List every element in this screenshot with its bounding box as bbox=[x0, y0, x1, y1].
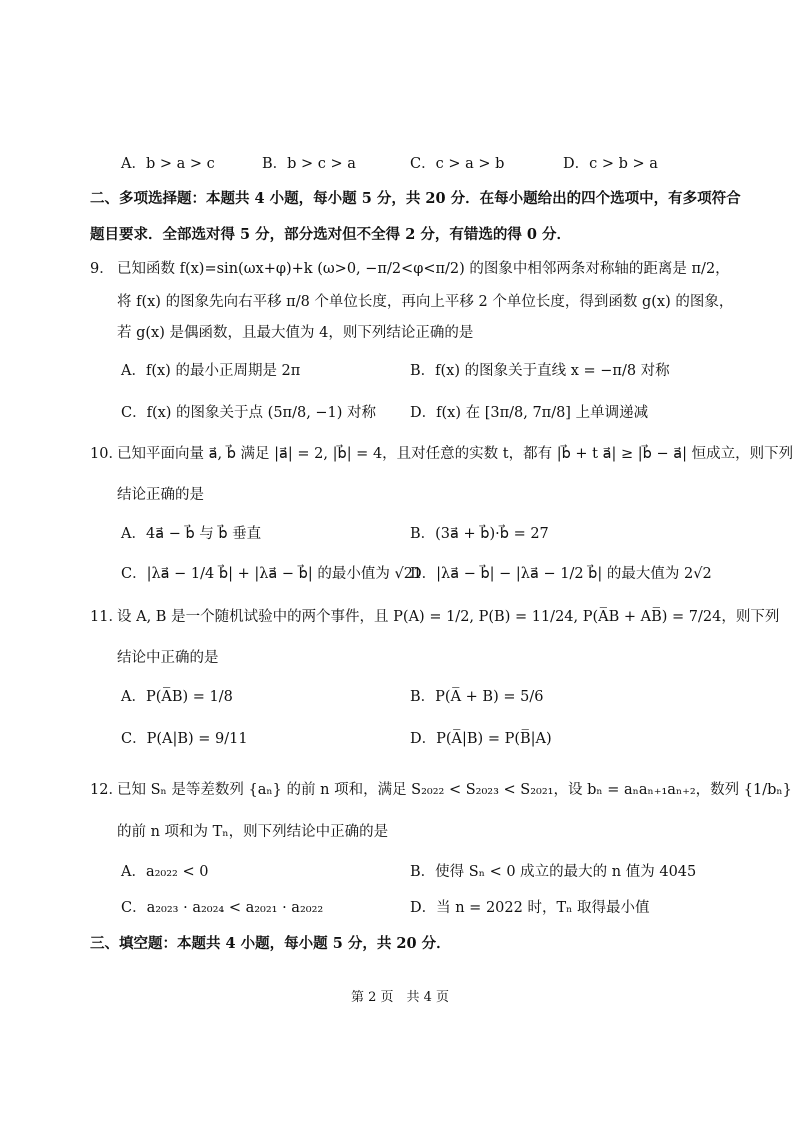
q8-option-d: D．c > b > a bbox=[563, 156, 658, 172]
section2-heading-line1: 二、多项选择题：本题共 4 小题，每小题 5 分，共 20 分．在每小题给出的四个选项中，有多项符合 bbox=[90, 190, 741, 207]
q10-option-b: B．(3a⃗ + b⃗)·b⃗ = 27 bbox=[410, 526, 549, 542]
q12-number: 12． bbox=[90, 782, 123, 798]
q12-option-a: A．a₂₀₂₂ < 0 bbox=[121, 864, 209, 880]
q9-number: 9． bbox=[90, 261, 114, 277]
q9-option-c: C．f(x) 的图象关于点 (5π/8, −1) 对称 bbox=[121, 405, 377, 421]
q11-option-c: C．P(A|B) = 9/11 bbox=[121, 731, 248, 747]
q11-stem-line2: 结论中正确的是 bbox=[117, 650, 219, 666]
q10-number: 10． bbox=[90, 446, 123, 462]
q10-option-a: A．4a⃗ − b⃗ 与 b⃗ 垂直 bbox=[121, 526, 262, 542]
q12-option-b: B．使得 Sₙ < 0 成立的最大的 n 值为 4045 bbox=[410, 864, 697, 880]
q8-option-a: A．b > a > c bbox=[121, 156, 215, 172]
q9-option-b: B．f(x) 的图象关于直线 x = −π/8 对称 bbox=[410, 363, 670, 379]
q11-option-b: B．P(A̅ + B) = 5/6 bbox=[410, 689, 544, 705]
q9-stem-line1: 已知函数 f(x)=sin(ωx+φ)+k (ω>0, −π/2<φ<π/2) 的图象中相邻两条对称轴的距离是 π/2， bbox=[117, 261, 730, 277]
q12-stem-line2: 的前 n 项和为 Tₙ，则下列结论中正确的是 bbox=[117, 824, 389, 840]
section3-heading: 三、填空题：本题共 4 小题，每小题 5 分，共 20 分． bbox=[90, 935, 451, 952]
q11-option-a: A．P(A̅B) = 1/8 bbox=[121, 689, 233, 705]
q11-option-d: D．P(A̅|B) = P(B̅|A) bbox=[410, 731, 552, 747]
q11-stem-line1: 设 A, B 是一个随机试验中的两个事件，且 P(A) = 1/2, P(B) = 11/24, P(A̅B + AB̅) = 7/24，则下列 bbox=[117, 609, 780, 625]
q9-stem-line2: 将 f(x) 的图象先向右平移 π/8 个单位长度，再向上平移 2 个单位长度，得到函数 g(x) 的图象， bbox=[117, 294, 734, 310]
q10-option-c: C．|λa⃗ − 1/4 b⃗| + |λa⃗ − b⃗| 的最小值为 √21 bbox=[121, 566, 423, 582]
q10-option-d: D．|λa⃗ − b⃗| − |λa⃗ − 1/2 b⃗| 的最大值为 2√2 bbox=[410, 566, 712, 582]
q12-stem-line1: 已知 Sₙ 是等差数列 {aₙ} 的前 n 项和，满足 S₂₀₂₂ < S₂₀₂₃ < S₂₀₂₁，设 bₙ = aₙaₙ₊₁aₙ₊₂，数列 {1/bₙ} bbox=[117, 782, 792, 798]
q8-option-b: B．b > c > a bbox=[262, 156, 356, 172]
q9-stem-line3: 若 g(x) 是偶函数，且最大值为 4，则下列结论正确的是 bbox=[117, 325, 474, 341]
q9-option-a: A．f(x) 的最小正周期是 2π bbox=[121, 363, 301, 379]
page-footer: 第 2 页 共 4 页 bbox=[350, 990, 450, 1005]
q10-stem-line1: 已知平面向量 a⃗, b⃗ 满足 |a⃗| = 2, |b⃗| = 4，且对任意的实数 t，都有 |b⃗ + t a⃗| ≥ |b⃗ − a⃗| 恒成立，则下列 bbox=[117, 446, 794, 462]
q9-option-d: D．f(x) 在 [3π/8, 7π/8] 上单调递减 bbox=[410, 405, 649, 421]
section2-heading-line2: 题目要求．全部选对得 5 分，部分选对但不全得 2 分，有错选的得 0 分． bbox=[90, 226, 572, 243]
q12-option-c: C．a₂₀₂₃ · a₂₀₂₄ < a₂₀₂₁ · a₂₀₂₂ bbox=[121, 900, 324, 916]
q11-number: 11． bbox=[90, 609, 123, 625]
q10-stem-line2: 结论正确的是 bbox=[117, 487, 204, 503]
q12-option-d: D．当 n = 2022 时，Tₙ 取得最小值 bbox=[410, 900, 650, 916]
q8-option-c: C．c > a > b bbox=[410, 156, 505, 172]
